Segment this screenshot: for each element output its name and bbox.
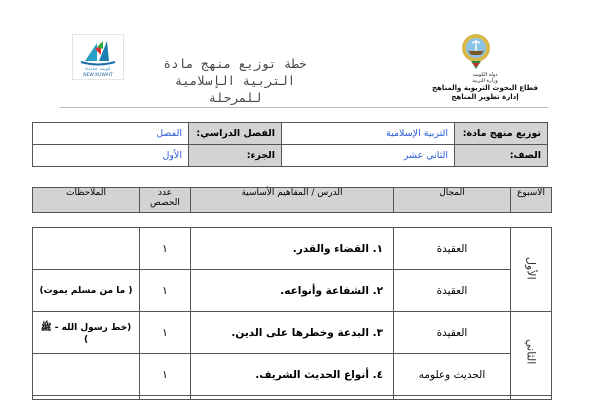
lesson-cell: ٤. أنواع الحديث الشريف.	[191, 354, 394, 396]
header-count-line1: عدد	[157, 188, 173, 198]
week-label: الثاني	[524, 339, 538, 365]
header-week: الاسبوع	[511, 188, 552, 213]
domain-cell	[394, 396, 511, 400]
title-line-2: التربية الإسلامية للمرحلة	[174, 73, 296, 105]
domain-cell: العقيدة	[394, 270, 511, 312]
table-row	[33, 228, 552, 270]
subject-value: التربية الإسلامية	[282, 123, 455, 145]
table-row	[33, 312, 552, 354]
count-cell	[140, 396, 191, 400]
table-row	[33, 354, 552, 396]
count-cell: ١	[140, 228, 191, 270]
curriculum-table	[32, 187, 552, 400]
spacer-cell	[33, 213, 552, 228]
header-lesson: الدرس / المفاهيم الأساسية	[191, 188, 394, 213]
lesson-cell: ٣. البدعة وخطرها على الدين.	[191, 312, 394, 354]
sector-name	[425, 84, 545, 102]
header-count	[140, 188, 191, 213]
week-cell	[511, 228, 552, 312]
logo-text-en: NEW KUWAIT	[83, 73, 113, 78]
notes-cell	[33, 354, 140, 396]
document-title	[150, 55, 320, 106]
header-notes: الملاحظات	[33, 188, 140, 213]
part-label: الجزء:	[189, 145, 282, 167]
domain-cell: العقيدة	[394, 228, 511, 270]
lesson-cell: ٢. الشفاعة وأنواعه.	[191, 270, 394, 312]
spacer-row	[33, 213, 552, 228]
week-cell	[511, 396, 552, 400]
table-row	[33, 396, 552, 400]
notes-cell: ( ما من مسلم يموت)	[33, 270, 140, 312]
part-value: الأول	[33, 145, 189, 167]
title-line-1: خطة توزيع منهج مادة	[163, 56, 307, 71]
header-count-line2: الحصص	[150, 198, 180, 208]
count-cell: ١	[140, 354, 191, 396]
info-table	[32, 122, 548, 167]
week-label: الأول	[524, 256, 538, 280]
notes-cell	[33, 396, 140, 400]
new-kuwait-logo	[72, 34, 124, 80]
notes-cell: (خط رسول الله - ﷺ )	[33, 312, 140, 354]
header-domain: المجال	[394, 188, 511, 213]
domain-cell: الحديث وعلومه	[394, 354, 511, 396]
domain-cell: العقيدة	[394, 312, 511, 354]
subject-label: توزيع منهج مادة:	[455, 123, 548, 145]
logo-text-ar: كويت جديدة	[85, 66, 111, 72]
notes-cell	[33, 228, 140, 270]
table-row	[33, 270, 552, 312]
count-cell: ١	[140, 312, 191, 354]
count-cell: ١	[140, 270, 191, 312]
lesson-cell: ١. القضاء والقدر.	[191, 228, 394, 270]
ministry-label: وزارة التربية	[472, 78, 498, 84]
term-label: الفصل الدراسي:	[189, 123, 282, 145]
state-name: دولة الكويت	[472, 72, 498, 78]
grade-value: الثاني عشر	[282, 145, 455, 167]
lesson-cell	[191, 396, 394, 400]
week-cell	[511, 312, 552, 396]
ministry-name	[440, 72, 530, 84]
department-label: إدارة تطوير المناهج	[451, 93, 519, 101]
table-header-row	[33, 188, 552, 213]
sector-label: قطاع البحوث التربوية والمناهج	[431, 84, 539, 92]
term-value: الفصل	[33, 123, 189, 145]
grade-label: الصف:	[455, 145, 548, 167]
kuwait-emblem-icon	[458, 33, 494, 71]
header-divider	[60, 107, 548, 108]
